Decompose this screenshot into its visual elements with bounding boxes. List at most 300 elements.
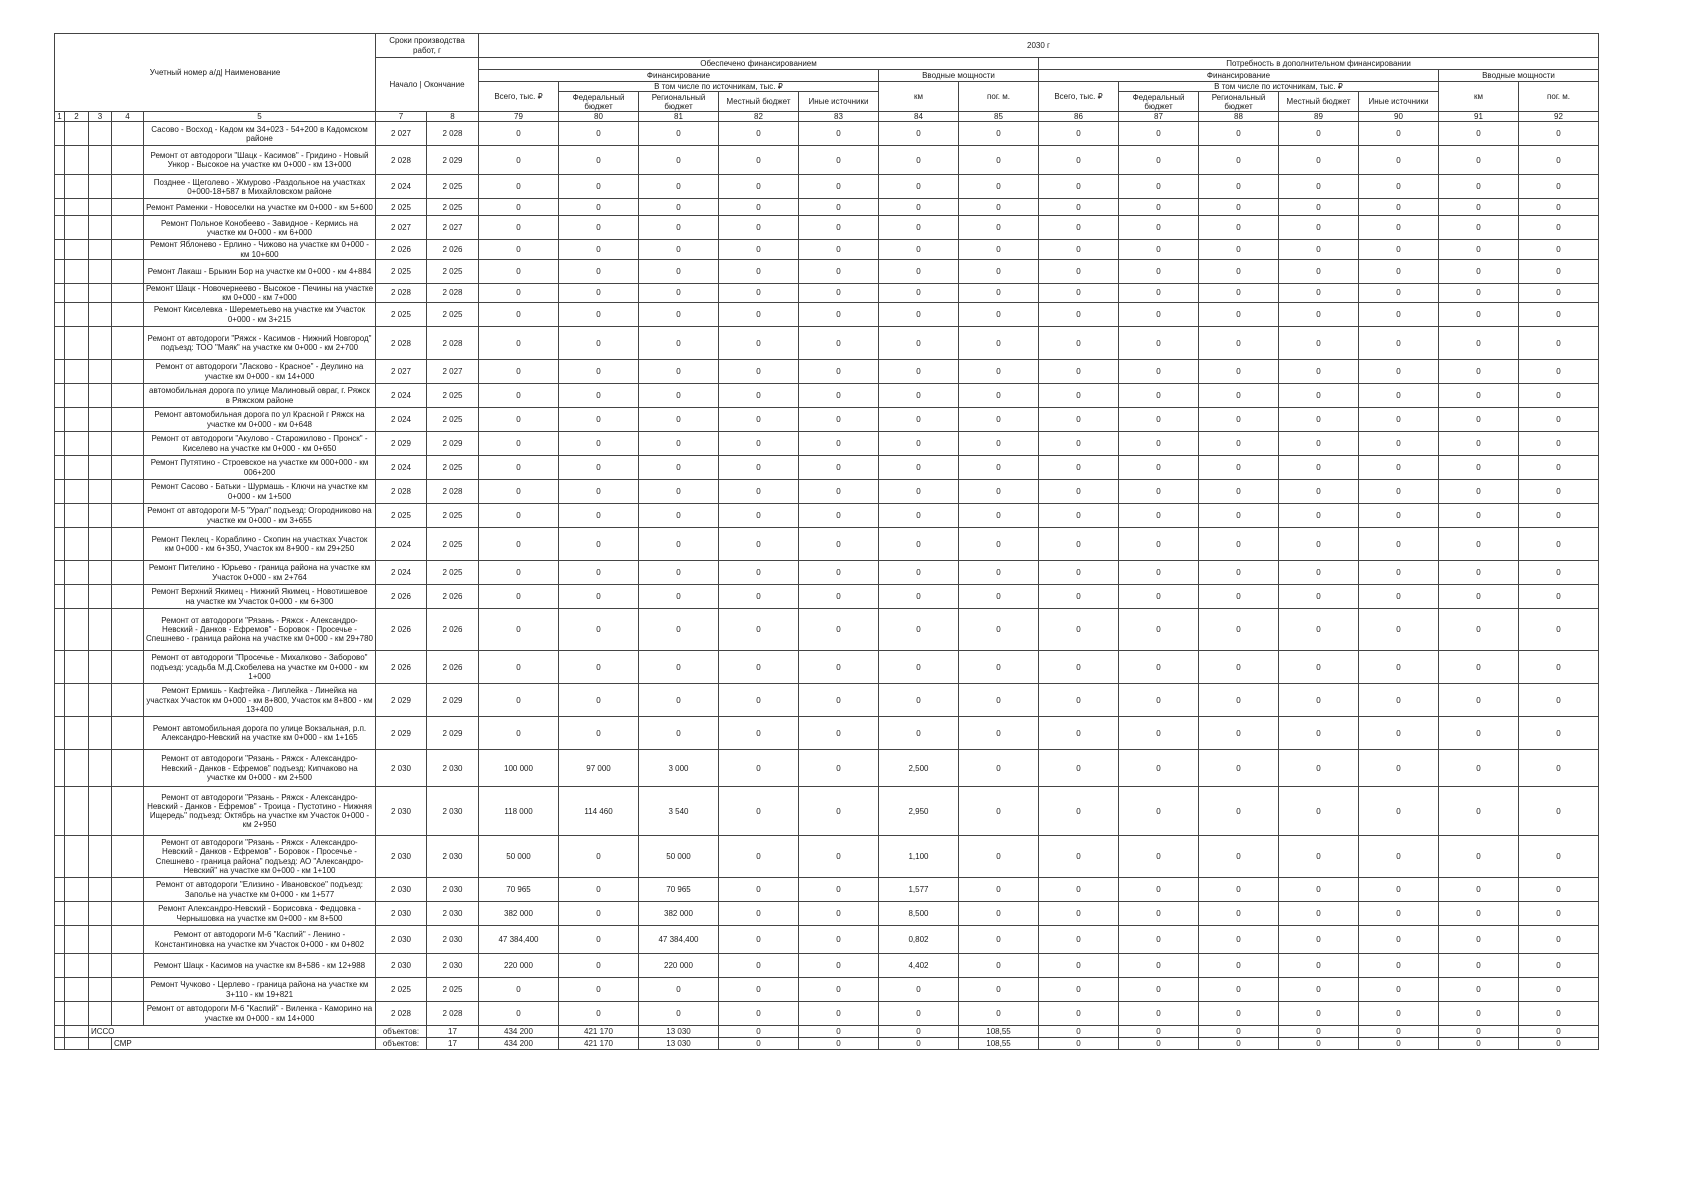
summary-row bbox=[55, 1038, 1599, 1050]
start-year: 2 025 bbox=[376, 504, 427, 528]
need-value: 0 bbox=[1359, 651, 1439, 684]
need-value: 0 bbox=[1199, 146, 1279, 175]
need-value: 0 bbox=[1199, 561, 1279, 585]
need-value: 0 bbox=[1119, 408, 1199, 432]
table-row bbox=[55, 199, 1599, 216]
provided-value: 0 bbox=[799, 651, 879, 684]
summary-need-value: 0 bbox=[1439, 1038, 1519, 1050]
provided-value: 0 bbox=[719, 175, 799, 199]
blank-cell bbox=[65, 384, 89, 408]
provided-value: 0 bbox=[879, 978, 959, 1002]
blank-cell bbox=[112, 360, 144, 384]
blank-cell bbox=[89, 684, 112, 717]
provided-value: 0 bbox=[479, 1002, 559, 1026]
blank-cell bbox=[112, 926, 144, 954]
provided-value: 0 bbox=[719, 651, 799, 684]
column-number: 92 bbox=[1519, 112, 1599, 122]
provided-value: 0 bbox=[799, 199, 879, 216]
end-year: 2 025 bbox=[427, 456, 479, 480]
provided-value: 0 bbox=[879, 480, 959, 504]
provided-value: 0 bbox=[479, 327, 559, 360]
provided-value: 0 bbox=[559, 504, 639, 528]
provided-value: 0 bbox=[719, 408, 799, 432]
need-value: 0 bbox=[1039, 561, 1119, 585]
provided-value: 0 bbox=[799, 926, 879, 954]
blank-cell bbox=[65, 456, 89, 480]
need-value: 0 bbox=[1439, 384, 1519, 408]
provided-value: 0 bbox=[559, 408, 639, 432]
need-value: 0 bbox=[1119, 456, 1199, 480]
table-row bbox=[55, 684, 1599, 717]
need-value: 0 bbox=[1359, 456, 1439, 480]
blank-cell bbox=[89, 902, 112, 926]
end-year: 2 030 bbox=[427, 836, 479, 878]
table-row bbox=[55, 456, 1599, 480]
blank-cell bbox=[112, 480, 144, 504]
need-value: 0 bbox=[1279, 122, 1359, 146]
blank-cell bbox=[89, 504, 112, 528]
road-name: Ремонт Александро-Невский - Борисовка - Федцовка - Чернышовка на участке км 0+000 - км 8+500 bbox=[144, 902, 376, 926]
provided-value: 0 bbox=[639, 585, 719, 609]
blank-cell bbox=[89, 384, 112, 408]
blank-cell bbox=[65, 1002, 89, 1026]
need-value: 0 bbox=[1519, 787, 1599, 836]
blank-cell bbox=[112, 651, 144, 684]
need-value: 0 bbox=[1439, 480, 1519, 504]
blank-cell bbox=[112, 787, 144, 836]
provided-value: 0 bbox=[639, 384, 719, 408]
provided-value: 0 bbox=[719, 609, 799, 651]
need-value: 0 bbox=[1439, 750, 1519, 787]
blank-cell bbox=[65, 259, 89, 283]
provided-value: 0 bbox=[799, 902, 879, 926]
road-name: Ремонт от автодороги "Акулово - Старожилово - Пронск" - Киселево на участке км 0+000 - км 0+650 bbox=[144, 432, 376, 456]
end-year: 2 030 bbox=[427, 787, 479, 836]
blank-cell bbox=[55, 1026, 65, 1038]
km-header: км bbox=[879, 82, 959, 112]
blank-cell bbox=[55, 456, 65, 480]
table-row bbox=[55, 360, 1599, 384]
financing-header-need: Финансирование bbox=[1039, 70, 1439, 82]
end-year: 2 025 bbox=[427, 259, 479, 283]
provided-value: 50 000 bbox=[639, 836, 719, 878]
column-number: 90 bbox=[1359, 112, 1439, 122]
road-name: Сасово - Восход - Кадом км 34+023 - 54+200 в Кадомском районе bbox=[144, 122, 376, 146]
blank-cell bbox=[55, 561, 65, 585]
need-value: 0 bbox=[1519, 684, 1599, 717]
provided-value: 2,950 bbox=[879, 787, 959, 836]
provided-value: 0 bbox=[639, 303, 719, 327]
start-year: 2 027 bbox=[376, 122, 427, 146]
road-name: Ремонт от автодороги "Рязань - Ряжск - Александро-Невский - Данков - Ефремов" - Троица - Пустотино - Нижняя Ищередь" подъезд: Октябрь на участке км Участок 0+000 - км 2+950 bbox=[144, 787, 376, 836]
need-value: 0 bbox=[1519, 585, 1599, 609]
start-year: 2 028 bbox=[376, 146, 427, 175]
blank-cell bbox=[89, 327, 112, 360]
start-year: 2 026 bbox=[376, 240, 427, 259]
blank-cell bbox=[112, 1002, 144, 1026]
provided-value: 0 bbox=[959, 199, 1039, 216]
provided-value: 0 bbox=[479, 585, 559, 609]
need-value: 0 bbox=[1439, 878, 1519, 902]
blank-cell bbox=[89, 283, 112, 302]
total-header: Всего, тыс. ₽ bbox=[1039, 82, 1119, 112]
need-value: 0 bbox=[1439, 432, 1519, 456]
start-year: 2 030 bbox=[376, 787, 427, 836]
need-value: 0 bbox=[1199, 1002, 1279, 1026]
end-year: 2 028 bbox=[427, 480, 479, 504]
provided-value: 0 bbox=[639, 360, 719, 384]
provided-value: 0 bbox=[719, 360, 799, 384]
need-value: 0 bbox=[1439, 456, 1519, 480]
need-value: 0 bbox=[1199, 684, 1279, 717]
blank-cell bbox=[112, 432, 144, 456]
need-value: 0 bbox=[1119, 528, 1199, 561]
blank-cell bbox=[112, 684, 144, 717]
need-value: 0 bbox=[1519, 878, 1599, 902]
provided-value: 0 bbox=[799, 684, 879, 717]
end-year: 2 026 bbox=[427, 651, 479, 684]
summary-need-value: 0 bbox=[1199, 1038, 1279, 1050]
provided-value: 47 384,400 bbox=[479, 926, 559, 954]
need-value: 0 bbox=[1279, 175, 1359, 199]
blank-cell bbox=[89, 303, 112, 327]
end-year: 2 025 bbox=[427, 504, 479, 528]
provided-value: 0 bbox=[799, 480, 879, 504]
blank-cell bbox=[112, 504, 144, 528]
provided-value: 0 bbox=[959, 504, 1039, 528]
table-row bbox=[55, 978, 1599, 1002]
blank-cell bbox=[55, 1002, 65, 1026]
blank-cell bbox=[112, 216, 144, 240]
blank-cell bbox=[65, 146, 89, 175]
column-number: 80 bbox=[559, 112, 639, 122]
provided-value: 0 bbox=[559, 836, 639, 878]
provided-value: 0 bbox=[559, 146, 639, 175]
provided-value: 0 bbox=[559, 954, 639, 978]
column-number: 88 bbox=[1199, 112, 1279, 122]
provided-value: 0 bbox=[959, 283, 1039, 302]
need-value: 0 bbox=[1279, 561, 1359, 585]
blank-cell bbox=[65, 836, 89, 878]
provided-value: 0 bbox=[719, 561, 799, 585]
provided-value: 0 bbox=[639, 283, 719, 302]
table-row bbox=[55, 283, 1599, 302]
provided-value: 0 bbox=[799, 1002, 879, 1026]
budget-table-sheet bbox=[54, 33, 1599, 1050]
end-year: 2 025 bbox=[427, 408, 479, 432]
road-name: Ремонт от автодороги "Шацк - Касимов" - Гридино - Новый Ункор - Высокое на участке км 0+000 - км 13+000 bbox=[144, 146, 376, 175]
provided-value: 0 bbox=[559, 978, 639, 1002]
start-year: 2 024 bbox=[376, 528, 427, 561]
summary-provided-value: 0 bbox=[879, 1038, 959, 1050]
need-value: 0 bbox=[1439, 122, 1519, 146]
need-value: 0 bbox=[1119, 684, 1199, 717]
need-value: 0 bbox=[1039, 480, 1119, 504]
blank-cell bbox=[112, 146, 144, 175]
provided-value: 382 000 bbox=[479, 902, 559, 926]
column-number: 3 bbox=[89, 112, 112, 122]
start-year: 2 027 bbox=[376, 360, 427, 384]
need-value: 0 bbox=[1359, 283, 1439, 302]
blank-cell bbox=[55, 408, 65, 432]
need-value: 0 bbox=[1199, 902, 1279, 926]
need-value: 0 bbox=[1439, 240, 1519, 259]
start-year: 2 030 bbox=[376, 902, 427, 926]
table-row bbox=[55, 384, 1599, 408]
need-value: 0 bbox=[1519, 240, 1599, 259]
blank-cell bbox=[89, 240, 112, 259]
start-year: 2 024 bbox=[376, 175, 427, 199]
need-value: 0 bbox=[1519, 561, 1599, 585]
need-value: 0 bbox=[1199, 283, 1279, 302]
blank-cell bbox=[89, 609, 112, 651]
blank-cell bbox=[89, 360, 112, 384]
provided-value: 0 bbox=[719, 146, 799, 175]
provided-value: 0 bbox=[799, 787, 879, 836]
provided-value: 0 bbox=[799, 717, 879, 750]
provided-value: 0 bbox=[559, 651, 639, 684]
provided-value: 0 bbox=[799, 432, 879, 456]
need-value: 0 bbox=[1439, 199, 1519, 216]
provided-value: 0 bbox=[719, 259, 799, 283]
column-number: 91 bbox=[1439, 112, 1519, 122]
need-value: 0 bbox=[1039, 787, 1119, 836]
blank-cell bbox=[65, 954, 89, 978]
regional-header: Региональный бюджет bbox=[1199, 92, 1279, 112]
blank-cell bbox=[55, 836, 65, 878]
provided-value: 0 bbox=[479, 384, 559, 408]
other-header: Иные источники bbox=[799, 92, 879, 112]
table-row bbox=[55, 432, 1599, 456]
provided-value: 8,500 bbox=[879, 902, 959, 926]
blank-cell bbox=[65, 926, 89, 954]
blank-cell bbox=[55, 146, 65, 175]
need-value: 0 bbox=[1359, 787, 1439, 836]
need-value: 0 bbox=[1199, 585, 1279, 609]
provided-value: 0 bbox=[959, 122, 1039, 146]
need-value: 0 bbox=[1119, 954, 1199, 978]
blank-cell bbox=[65, 480, 89, 504]
need-value: 0 bbox=[1519, 283, 1599, 302]
blank-cell bbox=[55, 878, 65, 902]
km-header: км bbox=[1439, 82, 1519, 112]
start-year: 2 029 bbox=[376, 717, 427, 750]
provided-value: 0 bbox=[479, 199, 559, 216]
blank-cell bbox=[55, 303, 65, 327]
summary-provided-value: 0 bbox=[799, 1026, 879, 1038]
federal-header: Федеральный бюджет bbox=[1119, 92, 1199, 112]
provided-value: 0 bbox=[719, 684, 799, 717]
provided-value: 1,577 bbox=[879, 878, 959, 902]
column-numbers-row bbox=[55, 112, 1599, 122]
table-row bbox=[55, 408, 1599, 432]
need-value: 0 bbox=[1279, 408, 1359, 432]
blank-cell bbox=[55, 432, 65, 456]
blank-cell bbox=[55, 750, 65, 787]
provided-value: 0 bbox=[799, 456, 879, 480]
road-name: Ремонт Шацк - Новочернеево - Высокое - Печины на участке км 0+000 - км 7+000 bbox=[144, 283, 376, 302]
provided-value: 0 bbox=[639, 199, 719, 216]
provided-value: 0 bbox=[959, 561, 1039, 585]
table-row bbox=[55, 750, 1599, 787]
blank-cell bbox=[89, 1038, 112, 1050]
provided-value: 0 bbox=[479, 480, 559, 504]
blank-cell bbox=[55, 902, 65, 926]
provided-value: 0 bbox=[479, 651, 559, 684]
need-value: 0 bbox=[1039, 954, 1119, 978]
provided-value: 47 384,400 bbox=[639, 926, 719, 954]
need-value: 0 bbox=[1119, 283, 1199, 302]
provided-value: 0 bbox=[639, 408, 719, 432]
need-value: 0 bbox=[1359, 609, 1439, 651]
provided-value: 3 000 bbox=[639, 750, 719, 787]
need-value: 0 bbox=[1199, 216, 1279, 240]
start-end-header: Начало | Окончание bbox=[376, 58, 479, 112]
need-value: 0 bbox=[1279, 926, 1359, 954]
need-value: 0 bbox=[1279, 787, 1359, 836]
column-number: 86 bbox=[1039, 112, 1119, 122]
provided-value: 0 bbox=[639, 1002, 719, 1026]
need-value: 0 bbox=[1039, 283, 1119, 302]
need-value: 0 bbox=[1359, 926, 1439, 954]
provided-value: 0 bbox=[879, 456, 959, 480]
need-value: 0 bbox=[1279, 283, 1359, 302]
summary-provided-value: 434 200 bbox=[479, 1038, 559, 1050]
table-row bbox=[55, 175, 1599, 199]
need-value: 0 bbox=[1199, 408, 1279, 432]
table-row bbox=[55, 926, 1599, 954]
end-year: 2 026 bbox=[427, 585, 479, 609]
provided-value: 0 bbox=[719, 926, 799, 954]
provided-value: 0 bbox=[719, 787, 799, 836]
need-value: 0 bbox=[1119, 561, 1199, 585]
need-value: 0 bbox=[1439, 902, 1519, 926]
provided-value: 1,100 bbox=[879, 836, 959, 878]
provided-value: 0 bbox=[959, 787, 1039, 836]
need-value: 0 bbox=[1119, 585, 1199, 609]
provided-value: 0 bbox=[799, 240, 879, 259]
blank-cell bbox=[55, 283, 65, 302]
summary-provided-value: 108,55 bbox=[959, 1026, 1039, 1038]
end-year: 2 027 bbox=[427, 216, 479, 240]
blank-cell bbox=[89, 528, 112, 561]
blank-cell bbox=[89, 750, 112, 787]
blank-cell bbox=[55, 926, 65, 954]
start-year: 2 030 bbox=[376, 878, 427, 902]
provided-value: 0 bbox=[639, 609, 719, 651]
provided-value: 0 bbox=[719, 504, 799, 528]
provided-value: 0 bbox=[959, 717, 1039, 750]
provided-value: 0 bbox=[639, 432, 719, 456]
need-value: 0 bbox=[1279, 146, 1359, 175]
need-value: 0 bbox=[1359, 432, 1439, 456]
provided-value: 0 bbox=[879, 561, 959, 585]
table-row bbox=[55, 327, 1599, 360]
end-year: 2 028 bbox=[427, 1002, 479, 1026]
need-value: 0 bbox=[1359, 836, 1439, 878]
need-value: 0 bbox=[1279, 216, 1359, 240]
summary-need-value: 0 bbox=[1119, 1038, 1199, 1050]
blank-cell bbox=[55, 651, 65, 684]
blank-cell bbox=[55, 504, 65, 528]
need-value: 0 bbox=[1119, 978, 1199, 1002]
provided-value: 0 bbox=[559, 609, 639, 651]
provided-value: 0 bbox=[639, 561, 719, 585]
column-number: 8 bbox=[427, 112, 479, 122]
name-column-header: Учетный номер а/д| Наименование bbox=[55, 34, 376, 112]
need-value: 0 bbox=[1359, 122, 1439, 146]
need-value: 0 bbox=[1039, 432, 1119, 456]
need-value: 0 bbox=[1199, 878, 1279, 902]
road-name: Ремонт Яблонево - Ерлино - Чижово на участке км 0+000 - км 10+600 bbox=[144, 240, 376, 259]
column-number: 5 bbox=[144, 112, 376, 122]
need-value: 0 bbox=[1279, 902, 1359, 926]
need-value: 0 bbox=[1199, 480, 1279, 504]
provided-value: 0 bbox=[799, 750, 879, 787]
provided-value: 0 bbox=[639, 717, 719, 750]
road-name: Ремонт автомобильная дорога по улице Вокзальная, р.п. Александро-Невский на участке км 0+000 - км 1+165 bbox=[144, 717, 376, 750]
table-row bbox=[55, 954, 1599, 978]
need-value: 0 bbox=[1039, 175, 1119, 199]
provided-value: 0 bbox=[799, 303, 879, 327]
provided-value: 0 bbox=[639, 216, 719, 240]
summary-provided-value: 108,55 bbox=[959, 1038, 1039, 1050]
capacity-header-provided: Вводные мощности bbox=[879, 70, 1039, 82]
provided-value: 0 bbox=[959, 836, 1039, 878]
terms-header: Сроки производства работ, г bbox=[376, 34, 479, 58]
pog-m-header: пог. м. bbox=[959, 82, 1039, 112]
need-value: 0 bbox=[1279, 504, 1359, 528]
provided-value: 0 bbox=[479, 259, 559, 283]
column-number: 89 bbox=[1279, 112, 1359, 122]
objects-count: 17 bbox=[427, 1026, 479, 1038]
start-year: 2 024 bbox=[376, 408, 427, 432]
summary-need-value: 0 bbox=[1039, 1026, 1119, 1038]
road-name: Позднее - Щеголево - Жмурово -Раздольное на участках 0+000-18+587 в Михайловском районе bbox=[144, 175, 376, 199]
provided-value: 0 bbox=[559, 175, 639, 199]
road-name: Ремонт от автодороги "Елизино - Ивановское" подъезд: Заполье на участке км 0+000 - км 1+577 bbox=[144, 878, 376, 902]
need-value: 0 bbox=[1279, 684, 1359, 717]
provided-value: 0 bbox=[879, 327, 959, 360]
need-value: 0 bbox=[1439, 1002, 1519, 1026]
provided-value: 0 bbox=[879, 283, 959, 302]
blank-cell bbox=[89, 926, 112, 954]
need-value: 0 bbox=[1519, 199, 1599, 216]
provided-value: 97 000 bbox=[559, 750, 639, 787]
blank-cell bbox=[55, 954, 65, 978]
blank-cell bbox=[65, 199, 89, 216]
need-value: 0 bbox=[1439, 283, 1519, 302]
objects-label: объектов: bbox=[376, 1026, 427, 1038]
blank-cell bbox=[89, 199, 112, 216]
road-name: автомобильная дорога по улице Малиновый овраг, г. Ряжск в Ряжском районе bbox=[144, 384, 376, 408]
federal-header: Федеральный бюджет bbox=[559, 92, 639, 112]
blank-cell bbox=[112, 978, 144, 1002]
provided-value: 0 bbox=[959, 456, 1039, 480]
need-value: 0 bbox=[1039, 216, 1119, 240]
blank-cell bbox=[65, 122, 89, 146]
need-value: 0 bbox=[1119, 750, 1199, 787]
provided-value: 0 bbox=[559, 360, 639, 384]
blank-cell bbox=[89, 585, 112, 609]
column-number: 1 bbox=[55, 112, 65, 122]
year-header: 2030 г bbox=[479, 34, 1599, 58]
provided-value: 0 bbox=[959, 954, 1039, 978]
summary-need-value: 0 bbox=[1119, 1026, 1199, 1038]
provided-value: 0 bbox=[639, 327, 719, 360]
need-value: 0 bbox=[1519, 175, 1599, 199]
provided-value: 0 bbox=[879, 585, 959, 609]
